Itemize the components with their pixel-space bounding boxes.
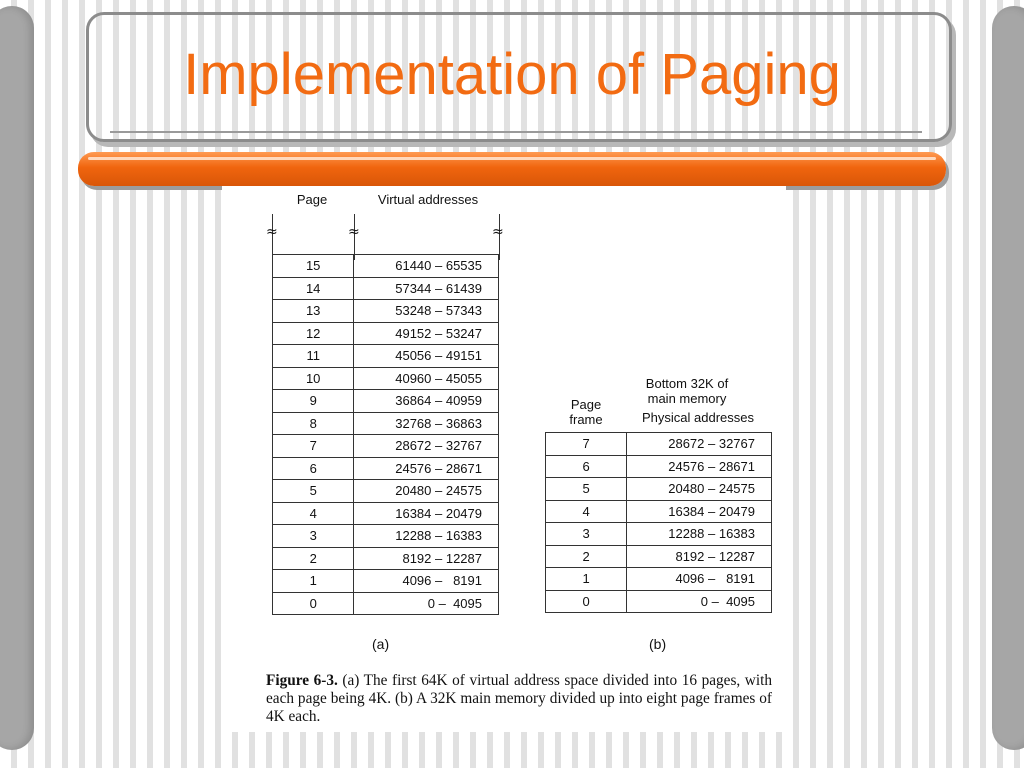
table-b-label: (b) [649,636,667,652]
address-range-cell: 20480 – 24575 [627,478,772,501]
page-number-cell: 4 [273,502,354,525]
table-row [546,433,772,456]
table-b-header-frame: Page frame [569,397,603,427]
table-b-header-addresses: Physical addresses [642,410,754,425]
table-row [273,435,499,458]
table-row [273,390,499,413]
address-range-cell: 12288 – 16383 [354,525,499,548]
address-range-cell: 28672 – 32767 [627,433,772,456]
address-range-cell: 28672 – 32767 [354,435,499,458]
table-a-header-page: Page [296,192,328,207]
page-number-cell: 10 [273,367,354,390]
table-row [273,547,499,570]
address-range-cell: 16384 – 20479 [627,500,772,523]
address-range-cell: 32768 – 36863 [354,412,499,435]
orange-divider-bar [78,152,946,186]
figure-caption [266,672,772,726]
table-row [273,592,499,615]
page-number-cell: 7 [273,435,354,458]
table-b-header-top: Bottom 32K of main memory [645,376,729,406]
table-row [273,367,499,390]
address-range-cell: 20480 – 24575 [354,480,499,503]
table-row [273,480,499,503]
table-row [546,590,772,613]
table-row [273,277,499,300]
address-range-cell: 49152 – 53247 [354,322,499,345]
page-frame-number-cell: 3 [546,523,627,546]
right-decorative-rail [992,6,1024,750]
table-row [546,523,772,546]
paging-figure [222,186,786,732]
page-number-cell: 15 [273,255,354,278]
page-frame-number-cell: 7 [546,433,627,456]
page-number-cell: 0 [273,592,354,615]
table-a-header-addresses: Virtual addresses [377,192,479,207]
page-number-cell: 2 [273,547,354,570]
virtual-address-table [272,254,499,615]
page-number-cell: 8 [273,412,354,435]
table-row [273,322,499,345]
address-range-cell: 4096 – 8191 [627,568,772,591]
table-row [546,455,772,478]
page-number-cell: 13 [273,300,354,323]
address-range-cell: 24576 – 28671 [354,457,499,480]
table-row [546,545,772,568]
page-number-cell: 6 [273,457,354,480]
table-a-label: (a) [372,636,390,652]
address-range-cell: 24576 – 28671 [627,455,772,478]
table-row [273,457,499,480]
address-range-cell: 8192 – 12287 [627,545,772,568]
caption-text: (a) The first 64K of virtual address space divided into 16 pages, with each page being 4K. (b) A 32K main memory divided up into eight page frames of 4K each. [266,672,773,725]
address-range-cell: 61440 – 65535 [354,255,499,278]
break-mark-icon: ≈ [266,224,278,240]
table-row [273,300,499,323]
caption-lead: Figure 6-3. [266,672,338,689]
page-number-cell: 14 [273,277,354,300]
address-range-cell: 0 – 4095 [354,592,499,615]
page-number-cell: 3 [273,525,354,548]
page-frame-number-cell: 6 [546,455,627,478]
table-row [273,525,499,548]
page-number-cell: 5 [273,480,354,503]
page-number-cell: 11 [273,345,354,368]
table-row [273,345,499,368]
address-range-cell: 36864 – 40959 [354,390,499,413]
page-number-cell: 1 [273,570,354,593]
slide-title: Implementation of Paging [183,42,841,107]
page-frame-number-cell: 5 [546,478,627,501]
table-row [273,570,499,593]
break-mark-icon: ≈ [492,224,504,240]
page-number-cell: 9 [273,390,354,413]
page-frame-number-cell: 1 [546,568,627,591]
page-frame-number-cell: 0 [546,590,627,613]
address-range-cell: 16384 – 20479 [354,502,499,525]
table-row [273,502,499,525]
page-frame-number-cell: 4 [546,500,627,523]
address-range-cell: 57344 – 61439 [354,277,499,300]
address-range-cell: 40960 – 45055 [354,367,499,390]
table-row [273,412,499,435]
address-range-cell: 12288 – 16383 [627,523,772,546]
break-mark-icon: ≈ [348,224,360,240]
address-range-cell: 4096 – 8191 [354,570,499,593]
table-row [546,478,772,501]
table-row [546,500,772,523]
address-range-cell: 8192 – 12287 [354,547,499,570]
address-range-cell: 45056 – 49151 [354,345,499,368]
left-decorative-rail [0,6,34,750]
address-range-cell: 0 – 4095 [627,590,772,613]
table-row [273,255,499,278]
table-row [546,568,772,591]
title-underline [110,131,922,133]
page-frame-number-cell: 2 [546,545,627,568]
address-range-cell: 53248 – 57343 [354,300,499,323]
physical-address-table [545,432,772,613]
page-number-cell: 12 [273,322,354,345]
